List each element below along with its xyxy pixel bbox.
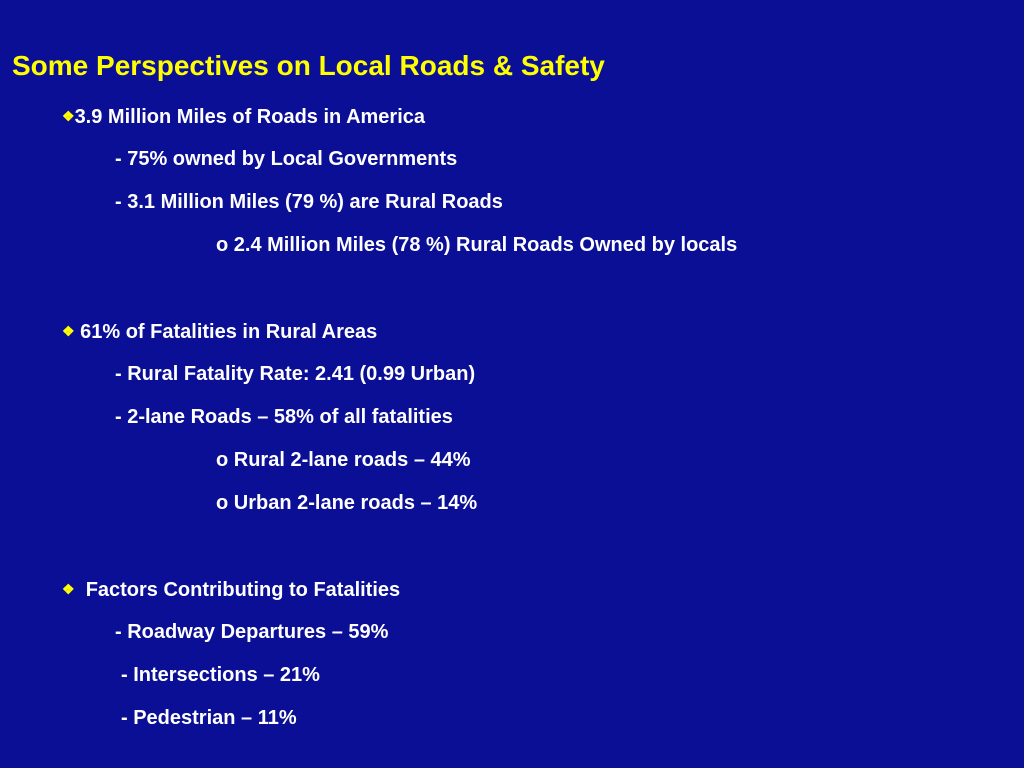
bullet-text: 3.9 Million Miles of Roads in America — [74, 106, 426, 128]
diamond-bullet-icon: ❖ — [62, 323, 75, 339]
diamond-bullet-icon: ❖ — [62, 581, 75, 597]
sub-item: - 2-lane Roads – 58% of all fatalities — [115, 406, 453, 428]
sub-item: - Intersections – 21% — [121, 664, 320, 686]
bullet-text: Factors Contributing to Fatalities — [85, 579, 401, 601]
sub-item: - 75% owned by Local Governments — [115, 148, 458, 170]
sub-item: - Rural Fatality Rate: 2.41 (0.99 Urban) — [115, 363, 476, 385]
sub-sub-item: o 2.4 Million Miles (78 %) Rural Roads Owned by locals — [216, 234, 738, 256]
bullet-text: 61% of Fatalities in Rural Areas — [80, 321, 378, 343]
diamond-bullet-icon: ❖ — [62, 108, 75, 124]
bullet-item-fatalities — [62, 319, 377, 344]
sub-item: - 3.1 Million Miles (79 %) are Rural Roads — [115, 191, 503, 213]
sub-item: - Roadway Departures – 59% — [115, 621, 389, 643]
bullet-item-factors — [62, 577, 400, 602]
bullet-item-roads — [62, 104, 425, 129]
sub-item: - Pedestrian – 11% — [121, 707, 297, 729]
sub-sub-item: o Urban 2-lane roads – 14% — [216, 492, 478, 514]
slide-title: Some Perspectives on Local Roads & Safety — [12, 50, 605, 81]
sub-sub-item: o Rural 2-lane roads – 44% — [216, 449, 471, 471]
